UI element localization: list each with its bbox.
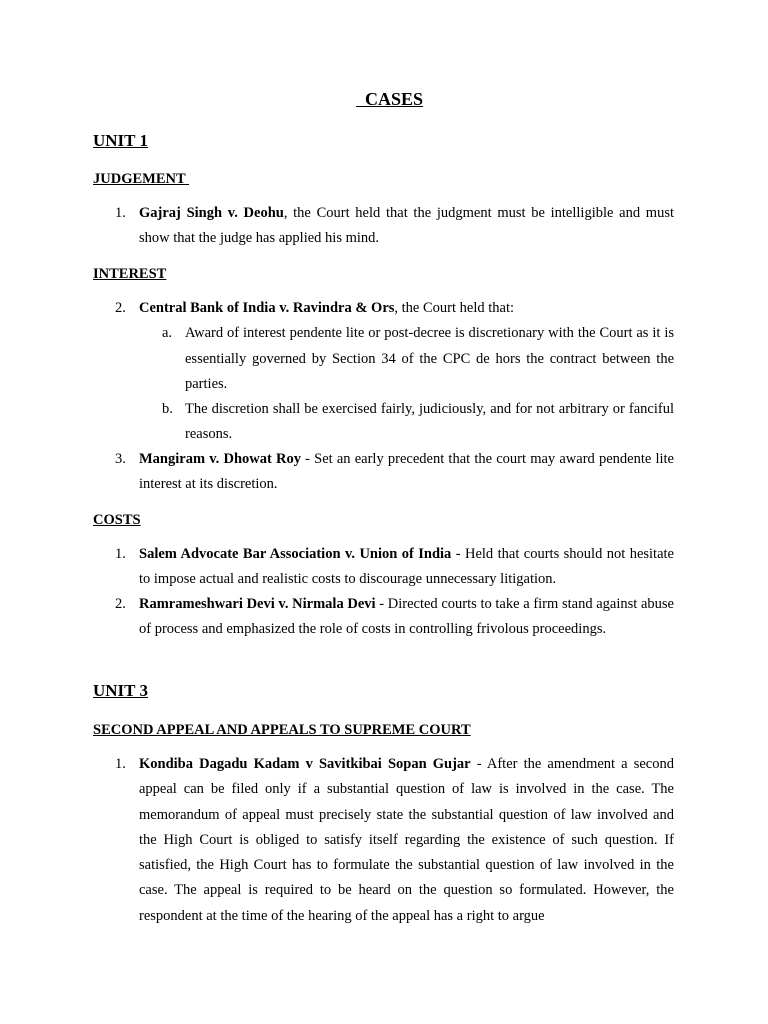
case-name: Kondiba Dagadu Kadam v Savitkibai Sopan Gujar [139,756,471,772]
sub-item-text: Award of interest pendente lite or post-decree is discretionary with the Court as it is essentially governed by Section 34 of the CPC de hors the contract between the parties. [185,325,674,392]
list-item [93,296,674,448]
case-body [139,296,674,321]
case-body [139,447,674,498]
case-text: - Set an early precedent that the court may award pendente lite interest at its discretion. [139,451,674,493]
unit-heading: UNIT 3 [93,681,148,700]
case-name: Gajraj Singh v. Deohu [139,205,284,221]
case-text: - Held that courts should not hesitate to impose actual and realistic costs to discourage unnecessary litigation. [139,546,674,588]
case-text: - After the amendment a second appeal can be filed only if a substantial question of law is involved in the case. The memorandum of appeal must precisely state the substantial question of law involved and the High Court is obliged to satisfy itself regarding the existence of such question. If satisfied, the High Court has to formulate the substantial question of law involved in the case. The appeal is required to be heard on the question so formulated. However, the respondent at the time of the hearing of the appeal has a right to argue [139,756,674,924]
list-number: 1. [115,756,126,772]
list-number: 1. [115,205,126,221]
case-name: Central Bank of India v. Ravindra & Ors [139,300,395,316]
sub-item-letter: a. [162,325,173,342]
case-body [139,201,674,252]
list-item [93,592,674,643]
case-body [139,592,674,643]
section-heading-judgement: JUDGEMENT [93,171,190,187]
list-number: 3. [115,451,126,467]
case-text: , the Court held that the judgment must be intelligible and must show that the judge has applied his mind. [139,205,674,247]
section-heading-costs: COSTS [93,512,141,528]
case-name: Salem Advocate Bar Association v. Union of India [139,546,452,562]
case-text: , the Court held that: [394,300,515,316]
case-text: - Directed courts to take a firm stand against abuse of process and emphasized the role of costs in controlling frivolous proceedings. [139,596,674,638]
sub-item [162,397,674,448]
unit-heading: UNIT 1 [93,131,148,150]
case-body [139,542,674,593]
list-item [93,542,674,593]
list-number: 1. [115,546,126,562]
case-body [139,752,674,929]
list-number: 2. [115,596,126,612]
section-heading-second-appeal: SECOND APPEAL AND APPEALS TO SUPREME COURT [93,722,471,738]
list-item [93,201,674,252]
section-heading-interest: INTEREST [93,266,167,282]
sub-item-text: The discretion shall be exercised fairly, judiciously, and for not arbitrary or fanciful reasons. [185,401,674,443]
page-title: CASES [355,89,424,109]
list-item [93,447,674,498]
sub-item-letter: b. [162,401,173,418]
case-name: Ramrameshwari Devi v. Nirmala Devi [139,596,376,612]
list-item [93,752,674,929]
list-number: 2. [115,300,126,316]
case-name: Mangiram v. Dhowat Roy [139,451,301,467]
sub-item [162,321,674,397]
